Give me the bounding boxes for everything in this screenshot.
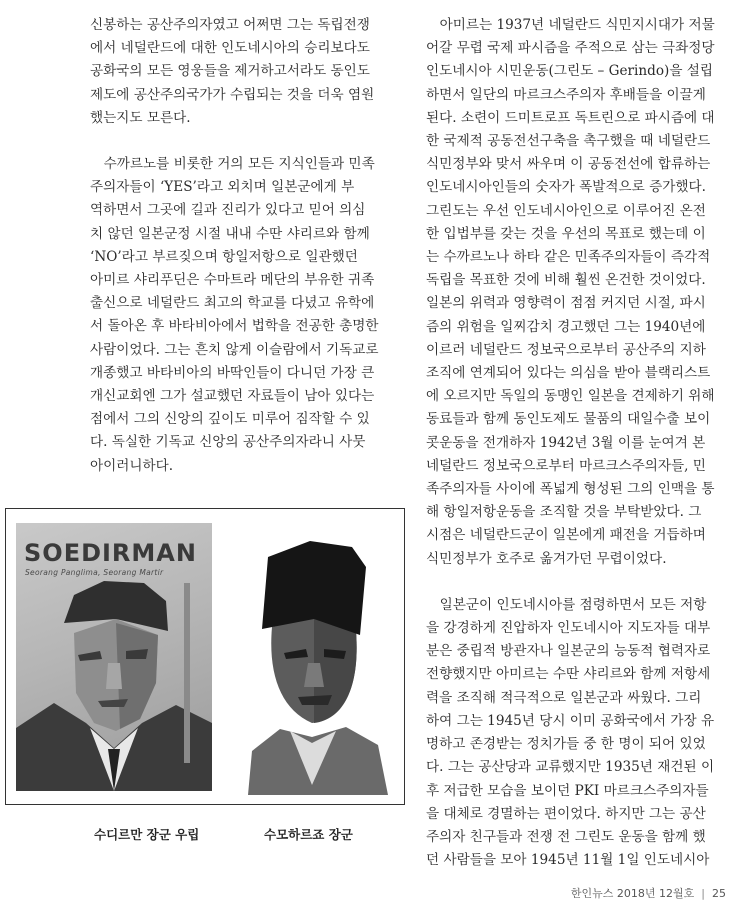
soedirman-poster (16, 523, 212, 791)
poster-subtitle: Seorang Panglima, Seorang Martir (25, 568, 164, 577)
body-paragraph: 수까르노를 비롯한 거의 모든 지식인들과 민족 주의자들이 ‘YES’라고 외치며 일본군에게 부 역하면서 그곳에 길과 진리가 있다고 믿어 의심 치 않던 일본군정 시절 내내 수딴 샤리르와 함께 ‘NO’라고 부르짖으며 항일저항으로 일관했던 아미르 샤리푸딘은 수마트라 메단의 부유한 귀족 출신으로 네덜란드 최고의 학교를 다녔고 유학에 서 돌아온 후 바타비아에서 법학을 전공한 총명한 사람이었다. 그는 흔치 않게 이슬람에서 기독교로 개종했고 바타비아의 바딱인들이 다니던 가장 큰 개신교회엔 그가 설교했던 자료들이 남아 있다는 점에서 그의 신앙의 깊이도 미루어 짐작할 수 있 다. 독실한 기독교 신앙의 공산주의자라니 사뭇 아이러니하다. (90, 156, 379, 474)
photo-figure (5, 508, 405, 805)
page-footer (571, 885, 726, 901)
body-paragraph: 신봉하는 공산주의자였고 어쩌면 그는 독립전쟁 에서 네덜란드에 대한 인도네시아의 승리보다도 공화국의 모든 영웅들을 제거하고서라도 동인도 제도에 공산주의국가가 수립되는 것을 더욱 염원 했는지도 모른다. (90, 17, 375, 126)
body-paragraph: 일본의 위력과 영향력이 점점 커지던 시절, 파시 즘의 위험을 일찌감치 경고했던 그는 1940년에 이르러 네덜란드 정보국으로부터 공산주의 지하 조직에 연계되어 있다는 의심을 받아 블랙리스트 에 오르지만 독일의 동맹인 일본을 견제하기 위해 동료들과 함께 동인도제도 물품의 대일수출 보이 콧운동을 전개하자 1942년 3월 이를 눈여겨 본 네덜란드 정보국으로부터 마르크스주의자들, 민 족주의자들 사이에 폭넓게 형성된 그의 인맥을 통 해 항일저항운동을 조직할 것을 부탁받았다. 그 시점은 네덜란드군이 일본에게 패전을 거듭하며 식민정부가 호주로 옮겨가던 무렵이었다. (426, 295, 715, 567)
left-column (90, 14, 393, 478)
photo-caption-right: 수모하르죠 장군 (264, 827, 353, 842)
right-column (426, 14, 729, 872)
publication-name: 한인뉴스 2018년 12월호 (570, 887, 695, 900)
sumoharjo-portrait (228, 523, 396, 795)
body-paragraph: 아미르는 1937년 네덜란드 식민지시대가 저물 어갈 무렵 국제 파시즘을 주적으로 삼는 극좌정당 인도네시아 시민운동(그린도 – Gerindo)을 설립 하면서 일단의 마르크스주의자 후배들을 이끌게 된다. 소련이 드미트로프 독트린으로 파시즘에 대 한 국제적 공동전선구축을 촉구했을 때 네덜란드 식민정부와 맞서 싸우며 이 공동전선에 합류하는 인도네시아인들의 숫자가 폭발적으로 증가했다. 그린도는 우선 인도네시아인으로 이루어진 온전 한 입법부를 갖는 것을 우선의 목표로 했는데 이 는 수까르노나 하타 같은 민족주의자들이 즉각적 독립을 목표한 것에 비해 훨씬 온건한 것이었다. (426, 17, 715, 289)
body-paragraph: 일본군이 인도네시아를 점령하면서 모든 저항 을 강경하게 진압하자 인도네시아 지도자들 대부 분은 중립적 방관자나 일본군의 능동적 협력자로 전향했지만 아미르는 수딴 샤리르와 함께 저항세 력을 조직해 적극적으로 일본군과 싸웠다. 그리 하여 그는 1945년 당시 이미 공화국에서 가장 유 명하고 존경받는 정치가들 중 한 명이 되어 있었 다. 그는 공산당과 교류했지만 1935년 재건된 이 후 저급한 모습을 보이던 PKI 마르크스주의자들 을 대체로 경멸하는 편이었다. 하지만 그는 공산 주의자 친구들과 전쟁 전 그린도 운동을 함께 했 던 사람들을 모아 1945년 11월 1일 인도네시아 (426, 596, 715, 869)
poster-title: SOEDIRMAN (24, 539, 197, 567)
page-number: 25 (712, 887, 726, 900)
footer-separator: | (701, 887, 705, 900)
photo-caption-left: 수디르만 장군 우립 (94, 827, 200, 842)
